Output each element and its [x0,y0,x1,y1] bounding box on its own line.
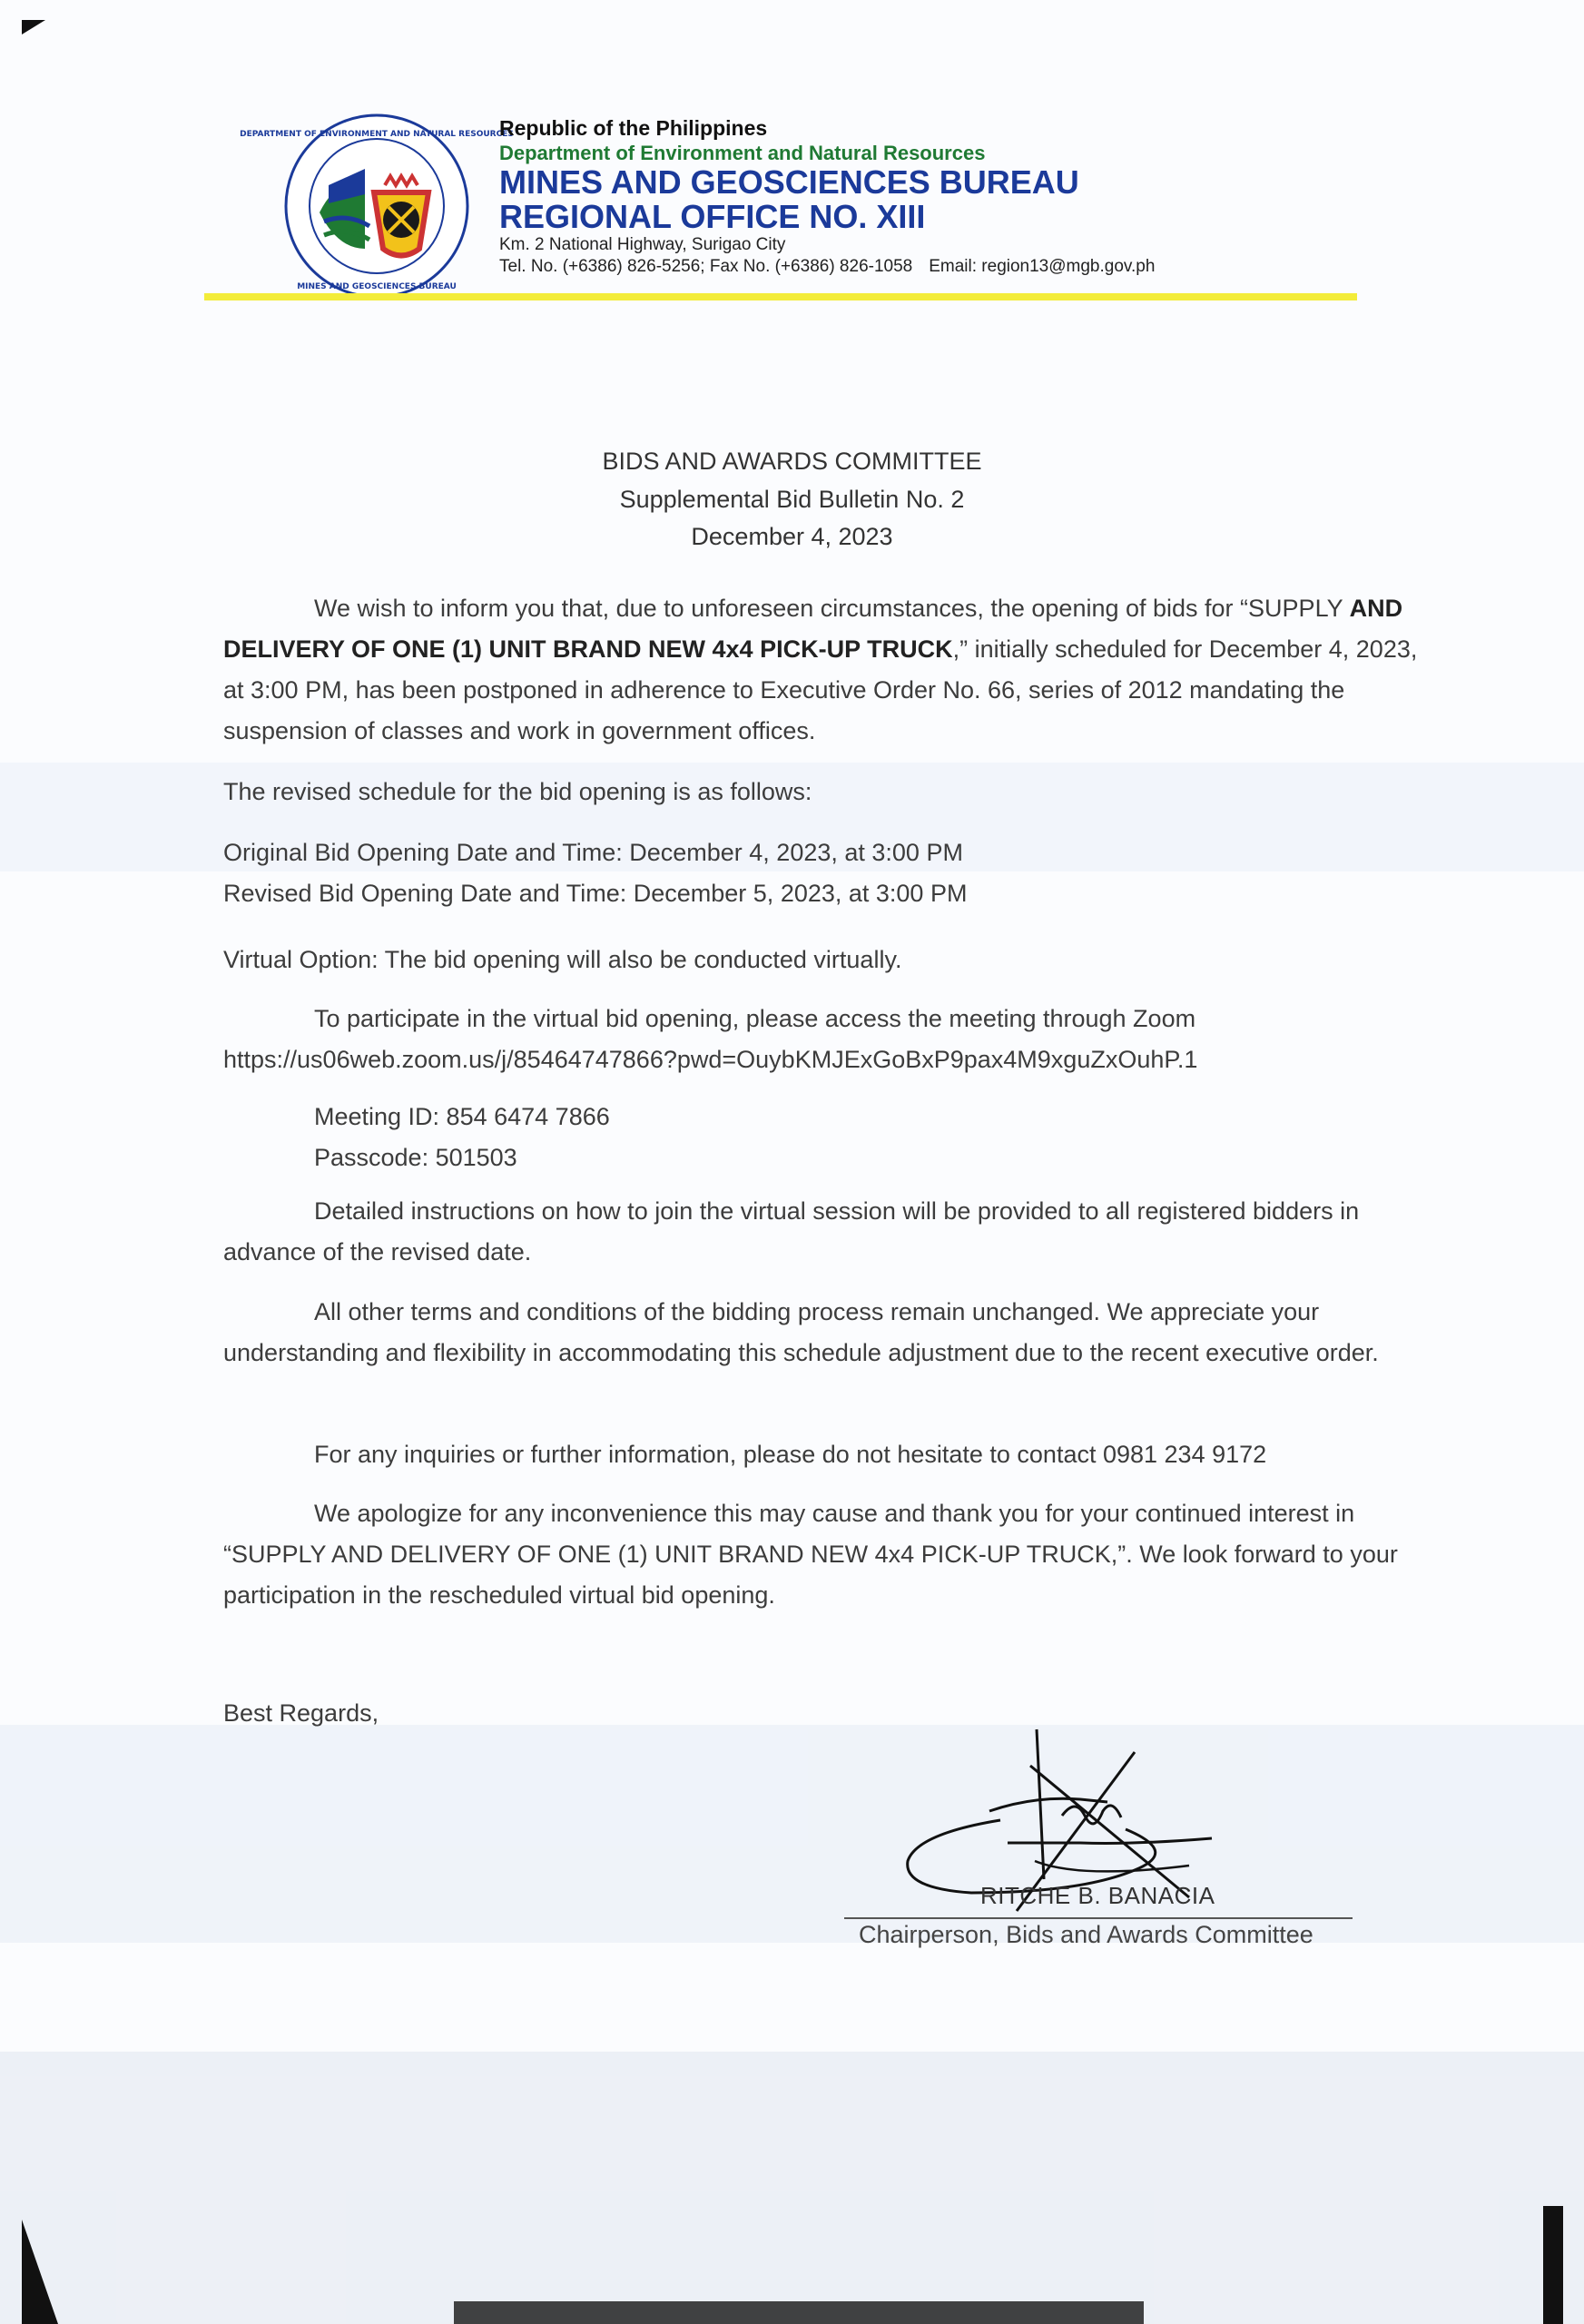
meeting-id: Meeting ID: 854 6474 7866 [314,1103,610,1130]
bulletin-title: Supplemental Bid Bulletin No. 2 [619,486,965,513]
letterhead-email: Email: region13@mgb.gov.ph [929,257,1156,276]
letterhead-address: Km. 2 National Highway, Surigao City [499,235,786,254]
zoom-paragraph [223,999,1431,1080]
revised-schedule: Revised Bid Opening Date and Time: December 5, 2023, at 3:00 PM [223,880,968,907]
handwritten-signature [899,1725,1225,1943]
letterhead-contact [499,256,1316,278]
bulletin-date: December 4, 2023 [691,523,893,550]
signatory-title: Chairperson, Bids and Awards Committee [859,1921,1313,1948]
apology-paragraph: We apologize for any inconvenience this may cause and thank you for your continued interest in “SUPPLY AND DELIVERY OF ONE (1) UNIT BRAND NEW 4x4 PICK-UP TRUCK,”. We look forward to your participation in the rescheduled virtual bid opening. [223,1500,1398,1609]
revised-schedule-intro: The revised schedule for the bid opening is as follows: [223,778,812,805]
scan-shading [0,1725,1584,1943]
scan-shading [0,2052,1584,2324]
original-schedule: Original Bid Opening Date and Time: December 4, 2023, at 3:00 PM [223,839,963,866]
intro-paragraph [223,588,1431,752]
schedule-block [223,832,1431,914]
detailed-instructions: Detailed instructions on how to join the virtual session will be provided to all registered bidders in advance of the revised date. [223,1197,1360,1265]
mgb-seal-logo [240,113,514,300]
signature-line [844,1917,1353,1919]
terms-paragraph: All other terms and conditions of the bidding process remain unchanged. We appreciate your understanding and flexibility in accommodating this schedule adjustment due to the recent executive order. [223,1298,1379,1366]
virtual-option: Virtual Option: The bid opening will also be conducted virtually. [223,946,902,973]
meeting-credentials [314,1097,1521,1178]
letterhead-divider [204,293,1357,300]
intro-text-b: ,” initially scheduled for December 4, 2023, at 3:00 PM, has been postponed in adherence to Executive Order No. 66, series of 2012 mandating the suspension of classes and work in government offices. [223,635,1418,744]
seal-text-top: DEPARTMENT OF ENVIRONMENT AND NATURAL RESOURCES [240,130,514,139]
scan-edge [454,2301,1144,2324]
letterhead [499,116,1316,278]
signatory-name: RITCHE B. BANACIA [980,1882,1215,1909]
letterhead-tel-fax: Tel. No. (+6386) 826-5256; Fax No. (+6386) 826-1058 [499,257,913,276]
committee-heading: BIDS AND AWARDS COMMITTEE [602,448,982,475]
passcode: Passcode: 501503 [314,1144,517,1171]
inquiries-paragraph: For any inquiries or further information, please do not hesitate to contact 0981 234 9172 [314,1441,1267,1468]
scan-corner-mark [22,2220,58,2324]
seal-text-bottom: MINES AND GEOSCIENCES BUREAU [297,282,457,291]
letterhead-office: REGIONAL OFFICE NO. XIII [499,198,926,235]
letterhead-republic: Republic of the Philippines [499,116,768,140]
intro-project-name: AND DELIVERY OF ONE (1) UNIT BRAND NEW 4x4 PICK-UP TRUCK [223,595,1403,663]
zoom-link[interactable]: https://us06web.zoom.us/j/85464747866?pwd=OuybKMJExGoBxP9pax4M9xguZxOuhP.1 [223,1046,1198,1073]
letterhead-department: Department of Environment and Natural Resources [499,142,986,164]
closing-regards: Best Regards, [223,1699,379,1727]
intro-text-a: We wish to inform you that, due to unforeseen circumstances, the opening of bids for “SUPPLY [314,595,1350,622]
scan-corner-mark [1543,2206,1563,2324]
scan-corner-mark [22,20,45,34]
letterhead-bureau: MINES AND GEOSCIENCES BUREAU [499,163,1079,201]
zoom-intro: To participate in the virtual bid opening, please access the meeting through Zoom [314,1005,1196,1032]
